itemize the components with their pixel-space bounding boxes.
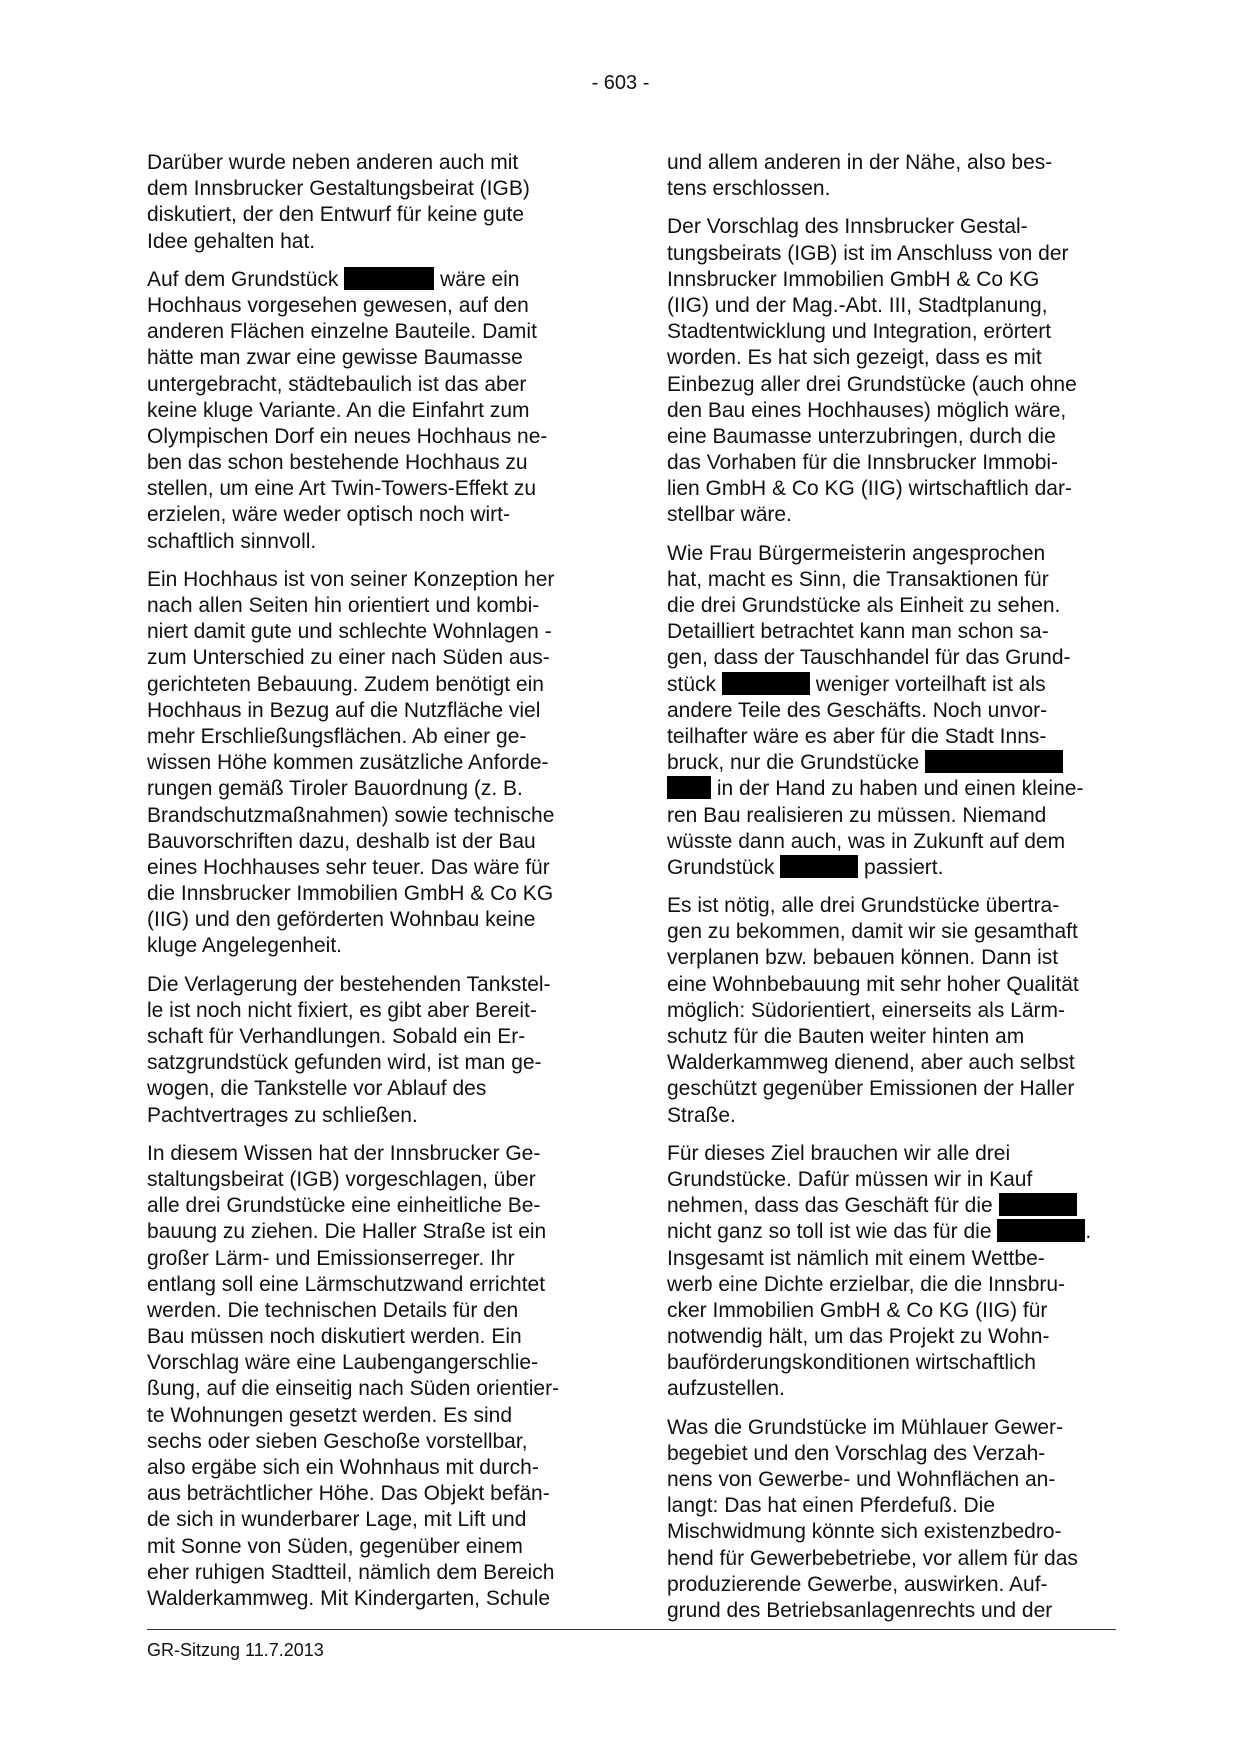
text-line: Grundstücke. Dafür müssen wir in Kauf — [667, 1167, 1033, 1191]
text-line: den Bau eines Hochhauses) möglich wäre, — [667, 398, 1067, 422]
text-line: Brandschutzmaßnahmen) sowie technische — [147, 803, 555, 827]
text-line: begebiet und den Vorschlag des Verzah- — [667, 1441, 1046, 1465]
paragraph — [147, 567, 602, 960]
text-line: mit Sonne von Süden, gegenüber einem — [147, 1534, 523, 1558]
text-line: Hochhaus vorgesehen gewesen, auf den — [147, 293, 529, 317]
text-line: Für dieses Ziel brauchen wir alle drei — [667, 1141, 1011, 1165]
right-column — [667, 150, 1122, 1636]
text-line: schaftlich sinnvoll. — [147, 529, 317, 553]
paragraph — [147, 150, 602, 255]
text-line: stellbar wäre. — [667, 503, 792, 527]
text-line: Idee gehalten hat. — [147, 229, 316, 253]
text-line: schutz für die Bauten weiter hinten am — [667, 1025, 1025, 1048]
text-line: ren Bau realisieren zu müssen. Niemand — [667, 803, 1047, 827]
text-line: nicht ganz so toll ist wie das für die . — [667, 1220, 1092, 1244]
text-line: die Innsbrucker Immobilien GmbH & Co KG — [147, 882, 554, 906]
text-line: Hochhaus in Bezug auf die Nutzfläche viel — [147, 698, 541, 722]
redaction-bar — [667, 776, 711, 799]
left-column — [147, 150, 602, 1624]
text-line: aufzustellen. — [667, 1377, 785, 1401]
text-line: Bau müssen noch diskutiert werden. Ein — [147, 1325, 522, 1349]
text-line: keine kluge Variante. An die Einfahrt zum — [147, 398, 530, 422]
text-line: Innsbrucker Immobilien GmbH & Co KG — [667, 267, 1040, 291]
text-line: zum Unterschied zu einer nach Süden aus- — [147, 646, 550, 670]
text-line: (IIG) und der Mag.-Abt. III, Stadtplanung, — [667, 293, 1048, 317]
page-number: - 603 - — [591, 72, 650, 94]
text-line: werb eine Dichte erzielbar, die die Innsbru- — [667, 1272, 1066, 1296]
text-line: verplanen bzw. bebauen können. Dann ist — [667, 946, 1059, 970]
text-line: und allem anderen in der Nähe, also bes- — [667, 151, 1053, 174]
redaction-bar — [999, 1193, 1077, 1216]
text-line: Bauvorschriften dazu, deshalb ist der Bau — [147, 829, 536, 853]
text-line: Einbezug aller drei Grundstücke (auch ohne — [667, 372, 1077, 396]
text-line: untergebracht, städtebaulich ist das aber — [147, 372, 527, 396]
text-line: bauung zu ziehen. Die Haller Straße ist ein — [147, 1220, 547, 1244]
text-line: schaft für Verhandlungen. Sobald ein Er- — [147, 1025, 526, 1048]
text-line: Walderkammweg dienend, aber auch selbst — [667, 1051, 1075, 1075]
text-line: mehr Erschließungsflächen. Ab einer ge- — [147, 724, 527, 748]
text-line: großer Lärm- und Emissionserreger. Ihr — [147, 1246, 515, 1270]
paragraph — [667, 893, 1122, 1129]
text-line: bruck, nur die Grundstücke — [667, 750, 1122, 776]
text-line: andere Teile des Geschäfts. Noch unvor- — [667, 698, 1048, 722]
text-line: (IIG) und den geförderten Wohnbau keine — [147, 908, 536, 932]
text-line: wüsste dann auch, was in Zukunft auf dem — [667, 829, 1066, 853]
text-line: Olympischen Dorf ein neues Hochhaus ne- — [147, 424, 548, 448]
text-line: stück weniger vorteilhaft ist als — [667, 672, 1046, 696]
paragraph — [667, 541, 1122, 881]
text-line: aus beträchtlicher Höhe. Das Objekt befän- — [147, 1482, 550, 1506]
text-line: Der Vorschlag des Innsbrucker Gestal- — [667, 215, 1028, 239]
text-line: nehmen, dass das Geschäft für die — [667, 1193, 1122, 1219]
text-line: eine Wohnbebauung mit sehr hoher Qualität — [667, 972, 1079, 996]
text-line: hend für Gewerbebetriebe, vor allem für das — [667, 1546, 1078, 1570]
redaction-bar — [780, 855, 858, 878]
text-line: eher ruhigen Stadtteil, nämlich dem Bereich — [147, 1560, 555, 1584]
text-line: Die Verlagerung der bestehenden Tankstel- — [147, 972, 551, 996]
text-line: Darüber wurde neben anderen auch mit — [147, 151, 519, 174]
paragraph — [147, 972, 602, 1129]
text-line: geschützt gegenüber Emissionen der Haller — [667, 1077, 1075, 1101]
text-line: teilhafter wäre es aber für die Stadt Inns- — [667, 724, 1047, 748]
text-line: alle drei Grundstücke eine einheitliche Be- — [147, 1194, 541, 1218]
text-line: entlang soll eine Lärmschutzwand errichtet — [147, 1272, 546, 1296]
redaction-bar — [722, 672, 810, 695]
text-line: Mischwidmung könnte sich existenzbedro- — [667, 1520, 1062, 1544]
text-line: wogen, die Tankstelle vor Ablauf des — [147, 1077, 487, 1101]
text-line: Pachtvertrages zu schließen. — [147, 1103, 418, 1127]
text-line: dem Innsbrucker Gestaltungsbeirat (IGB) — [147, 177, 530, 201]
text-line: die drei Grundstücke als Einheit zu sehen. — [667, 594, 1061, 617]
text-line: werden. Die technischen Details für den — [147, 1298, 519, 1322]
text-line: le ist noch nicht fixiert, es gibt aber Bereit- — [147, 998, 537, 1022]
text-line: niert damit gute und schlechte Wohnlagen - — [147, 620, 552, 644]
text-line: in der Hand zu haben und einen kleine- — [667, 776, 1122, 802]
text-line: anderen Flächen einzelne Bauteile. Damit — [147, 320, 537, 344]
paragraph — [667, 1141, 1122, 1403]
text-line: hätte man zwar eine gewisse Baumasse — [147, 346, 523, 370]
text-line: gen, dass der Tauschhandel für das Grund- — [667, 646, 1071, 670]
text-line: ßung, auf die einseitig nach Süden orientier- — [147, 1377, 560, 1401]
text-line: erzielen, wäre weder optisch noch wirt- — [147, 503, 510, 527]
footer-divider — [147, 1629, 1116, 1630]
text-line: cker Immobilien GmbH & Co KG (IIG) für — [667, 1298, 1048, 1322]
redaction-bar — [344, 267, 434, 290]
text-line: Straße. — [667, 1103, 736, 1127]
text-line: wissen Höhe kommen zusätzliche Anforde- — [147, 751, 549, 775]
text-line: möglich: Südorientiert, einerseits als Lärm- — [667, 998, 1065, 1022]
text-line: produzierende Gewerbe, auswirken. Auf- — [667, 1572, 1048, 1596]
text-line: In diesem Wissen hat der Innsbrucker Ge- — [147, 1141, 541, 1165]
paragraph — [147, 1141, 602, 1612]
paragraph — [667, 1415, 1122, 1625]
redaction-bar — [925, 750, 1063, 773]
paragraph — [667, 150, 1122, 202]
paragraph — [147, 267, 602, 555]
text-line: rungen gemäß Tiroler Bauordnung (z. B. — [147, 777, 523, 801]
text-line: worden. Es hat sich gezeigt, dass es mit — [667, 346, 1042, 370]
text-line: te Wohnungen gesetzt werden. Es sind — [147, 1403, 513, 1427]
text-line: das Vorhaben für die Innsbrucker Immobi- — [667, 451, 1059, 475]
text-line: bauförderungskonditionen wirtschaftlich — [667, 1351, 1036, 1375]
text-line: gen zu bekommen, damit wir sie gesamthaft — [667, 920, 1078, 944]
footer-session-date: GR-Sitzung 11.7.2013 — [147, 1640, 324, 1660]
text-line: eine Baumasse unterzubringen, durch die — [667, 424, 1056, 448]
redaction-bar — [997, 1219, 1085, 1242]
text-line: tens erschlossen. — [667, 177, 831, 201]
text-line: nach allen Seiten hin orientiert und kombi- — [147, 594, 540, 617]
text-line: Stadtentwicklung und Integration, erörtert — [667, 320, 1052, 344]
text-line: tungsbeirats (IGB) ist im Anschluss von der — [667, 241, 1069, 265]
text-line: Detailliert betrachtet kann man schon sa- — [667, 620, 1049, 644]
text-line: diskutiert, der den Entwurf für keine gute — [147, 203, 525, 227]
text-line: sechs oder sieben Geschoße vorstellbar, — [147, 1429, 528, 1453]
text-line: kluge Angelegenheit. — [147, 934, 342, 958]
text-line: grund des Betriebsanlagenrechts und der — [667, 1598, 1053, 1622]
paragraph — [667, 214, 1122, 528]
text-line: gerichteten Bebauung. Zudem benötigt ein — [147, 672, 544, 696]
text-line: nens von Gewerbe- und Wohnflächen an- — [667, 1468, 1056, 1491]
text-line: Auf dem Grundstück wäre ein — [147, 267, 520, 291]
text-line: lien GmbH & Co KG (IIG) wirtschaftlich dar- — [667, 477, 1072, 501]
text-line: Wie Frau Bürgermeisterin angesprochen — [667, 541, 1046, 565]
text-line: staltungsbeirat (IGB) vorgeschlagen, über — [147, 1167, 536, 1191]
text-line: Insgesamt ist nämlich mit einem Wettbe- — [667, 1246, 1045, 1270]
text-line: langt: Das hat einen Pferdefuß. Die — [667, 1494, 996, 1518]
text-line: Walderkammweg. Mit Kindergarten, Schule — [147, 1586, 551, 1610]
text-line: Ein Hochhaus ist von seiner Konzeption her — [147, 567, 555, 591]
text-line: also ergäbe sich ein Wohnhaus mit durch- — [147, 1456, 539, 1479]
text-line: notwendig hält, um das Projekt zu Wohn- — [667, 1325, 1050, 1349]
text-line: eines Hochhauses sehr teuer. Das wäre für — [147, 855, 550, 879]
text-line: hat, macht es Sinn, die Transaktionen für — [667, 567, 1049, 591]
text-line: Grundstück passiert. — [667, 855, 944, 879]
text-line: Vorschlag wäre eine Laubengangerschlie- — [147, 1351, 539, 1375]
text-line: satzgrundstück gefunden wird, ist man ge- — [147, 1051, 542, 1075]
text-line: de sich in wunderbarer Lage, mit Lift und — [147, 1508, 527, 1532]
text-line: Es ist nötig, alle drei Grundstücke übertra- — [667, 894, 1060, 918]
text-line: ben das schon bestehende Hochhaus zu — [147, 451, 528, 475]
text-line: stellen, um eine Art Twin-Towers-Effekt zu — [147, 477, 537, 501]
text-line: Was die Grundstücke im Mühlauer Gewer- — [667, 1415, 1064, 1439]
